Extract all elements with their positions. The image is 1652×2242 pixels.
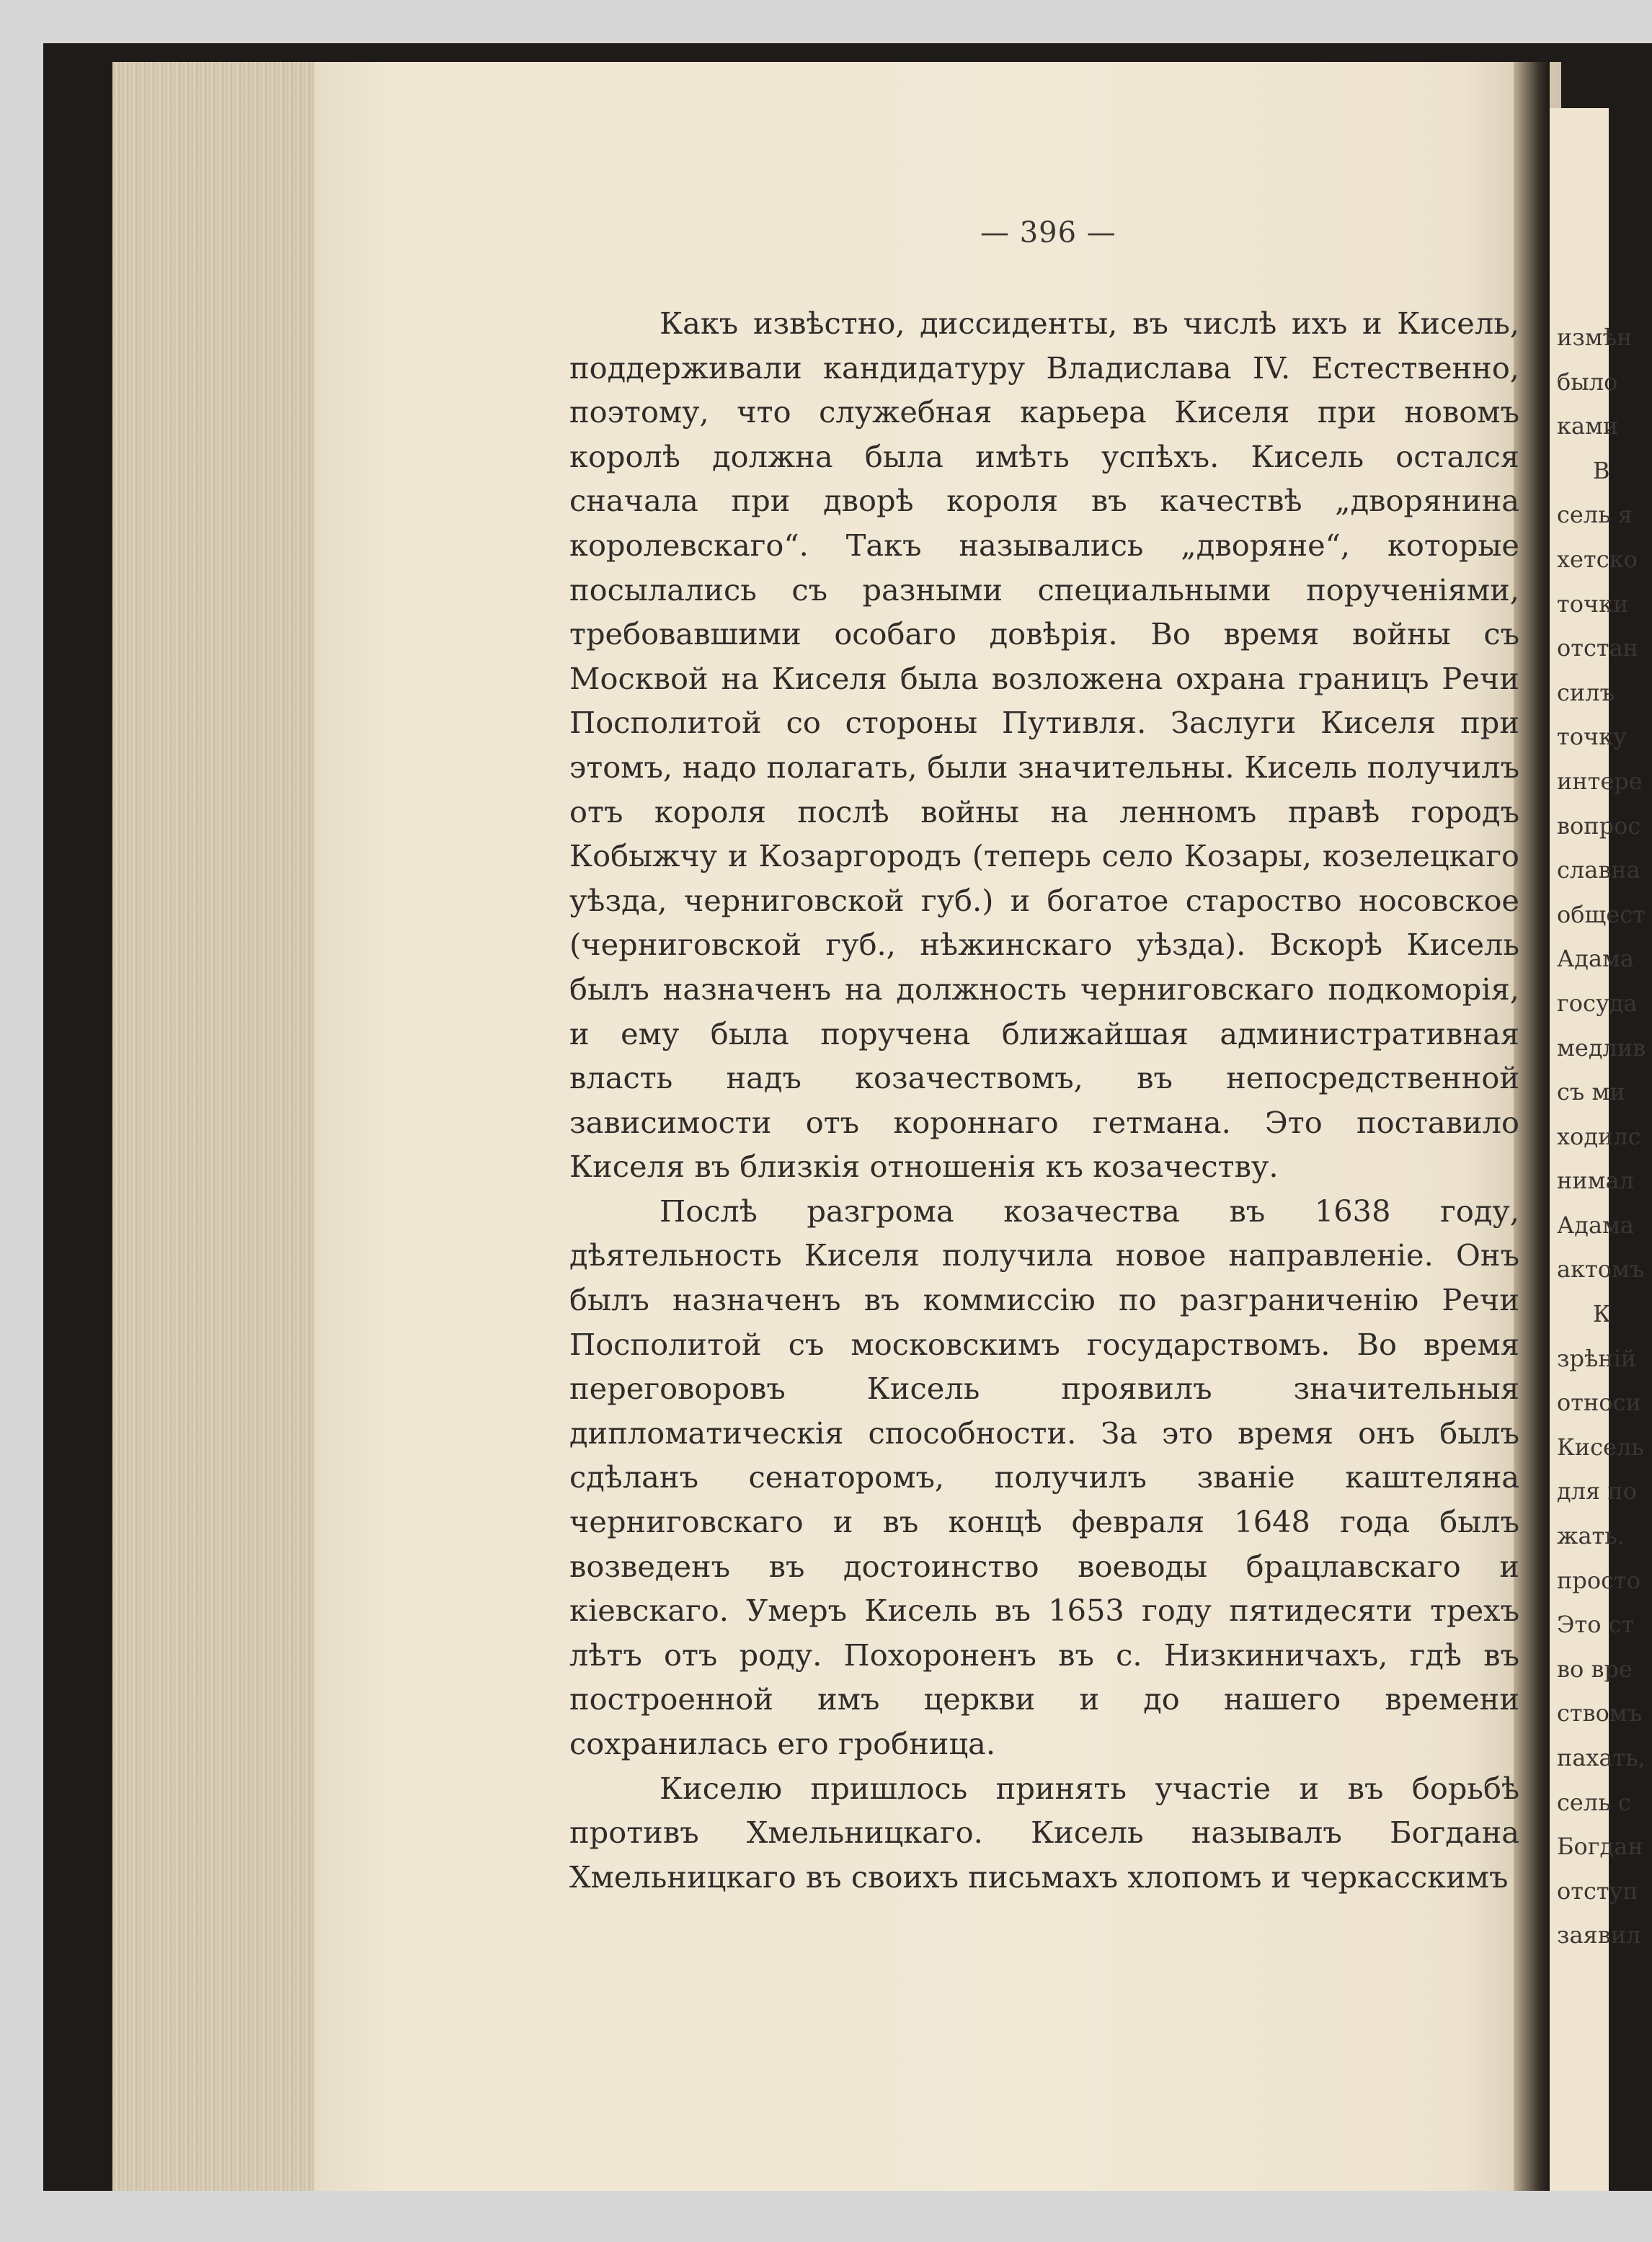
next-page-line: Адама xyxy=(1557,1211,1634,1239)
next-page-line: зрѣній xyxy=(1557,1344,1637,1372)
next-page-line: интере xyxy=(1557,767,1643,795)
next-page-line: вопрос xyxy=(1557,811,1641,840)
next-page-line: было xyxy=(1557,368,1618,396)
next-page-line: нимал xyxy=(1557,1167,1634,1195)
next-page-line: во вре xyxy=(1557,1655,1633,1683)
next-page-line: пахать, xyxy=(1557,1744,1646,1771)
next-page-line: Кисель xyxy=(1557,1433,1644,1461)
next-page-line: силъ xyxy=(1557,678,1615,706)
next-page-line: хетско xyxy=(1557,545,1638,573)
page-body xyxy=(569,301,1519,1899)
next-page-line: общест xyxy=(1557,900,1646,928)
paragraph: Послѣ разгрома козачества въ 1638 году, дѣятельность Киселя получила новое направленіе. Онъ былъ назначенъ въ коммиссію по разграниченію Речи Посполитой съ московскимъ государствомъ. Во время переговоровъ Кисель проявилъ значительныя дипломатическія способности. За это время онъ былъ сдѣланъ сенаторомъ, получилъ званіе каштеляна черниговскаго и въ концѣ февраля 1648 года былъ возведенъ въ достоинство воеводы брацлавскаго и кіевскаго. Умеръ Кисель въ 1653 году пятидесяти трехъ лѣтъ отъ роду. Похороненъ въ с. Низкиничахъ, гдѣ въ построенной имъ церкви и до нашего времени сохранилась его гробница. xyxy=(569,1193,1519,1761)
next-page-text xyxy=(1557,316,1646,1958)
next-page-line: заявил xyxy=(1557,1921,1641,1949)
next-page-line: съ ми xyxy=(1557,1078,1625,1106)
next-page-line: сель я xyxy=(1557,501,1633,529)
next-page-line: точку xyxy=(1557,723,1627,751)
next-page-line: Адама xyxy=(1557,945,1634,973)
next-page-line: Богдан xyxy=(1557,1833,1643,1861)
next-page-line: измѣн xyxy=(1557,324,1633,351)
next-page-line: В xyxy=(1593,456,1610,484)
next-page-line: для по xyxy=(1557,1477,1637,1505)
paragraph: Киселю пришлось принять участіе и въ борьбѣ противъ Хмельницкаго. Кисель называлъ Богдана Хмельницкаго въ своихъ письмахъ хлопомъ и черкасскимъ xyxy=(569,1770,1519,1895)
next-page-line: ходилс xyxy=(1557,1122,1641,1150)
next-page-line: медлив xyxy=(1557,1033,1646,1062)
page-number: — 396 — xyxy=(980,216,1116,249)
next-page-line: К xyxy=(1593,1300,1611,1328)
next-page-line: жать. xyxy=(1557,1522,1625,1550)
next-page-line: ками xyxy=(1557,412,1619,440)
next-page-line: славна xyxy=(1557,856,1640,884)
next-page-line: точки xyxy=(1557,590,1629,618)
next-page-line: относи xyxy=(1557,1389,1641,1417)
next-page-line: ствомъ xyxy=(1557,1699,1643,1727)
next-page-line: Это ст xyxy=(1557,1611,1635,1639)
next-page-line: просто xyxy=(1557,1566,1640,1594)
next-page-line: отступ xyxy=(1557,1877,1638,1905)
next-page-line: госуда xyxy=(1557,989,1638,1017)
next-page-line: сель с xyxy=(1557,1788,1631,1816)
next-page-line: отстан xyxy=(1557,634,1638,662)
next-page-line: актомъ xyxy=(1557,1255,1645,1284)
paragraph: Какъ извѣстно, диссиденты, въ числѣ ихъ и Кисель, поддерживали кандидатуру Владислава IV. Естественно, поэтому, что служебная карьера Киселя при новомъ королѣ должна была имѣть успѣхъ. Кисель остался сначала при дворѣ короля въ качествѣ „дворянина королевскаго“. Такъ назывались „дворяне“, которые посылались съ разными специальными порученіями, требовавшими особаго довѣрія. Во время войны съ Москвой на Киселя была возложена охрана границъ Речи Посполитой со стороны Путивля. Заслуги Киселя при этомъ, надо полагать, были значительны. Кисель получилъ отъ короля послѣ войны на ленномъ правѣ городъ Кобыжчу и Козаргородъ (теперь село Козары, козелецкаго уѣзда, черниговской губ.) и богатое староство носовское (черниговской губ., нѣжинскаго уѣзда). Вскорѣ Кисель былъ назначенъ на должность черниговскаго подкоморія, и ему была поручена ближайшая административная власть надъ козачествомъ, въ непосредственной зависимости отъ короннаго гетмана. Это поставило Киселя въ близкія отношенія къ козачеству. xyxy=(569,306,1519,1185)
